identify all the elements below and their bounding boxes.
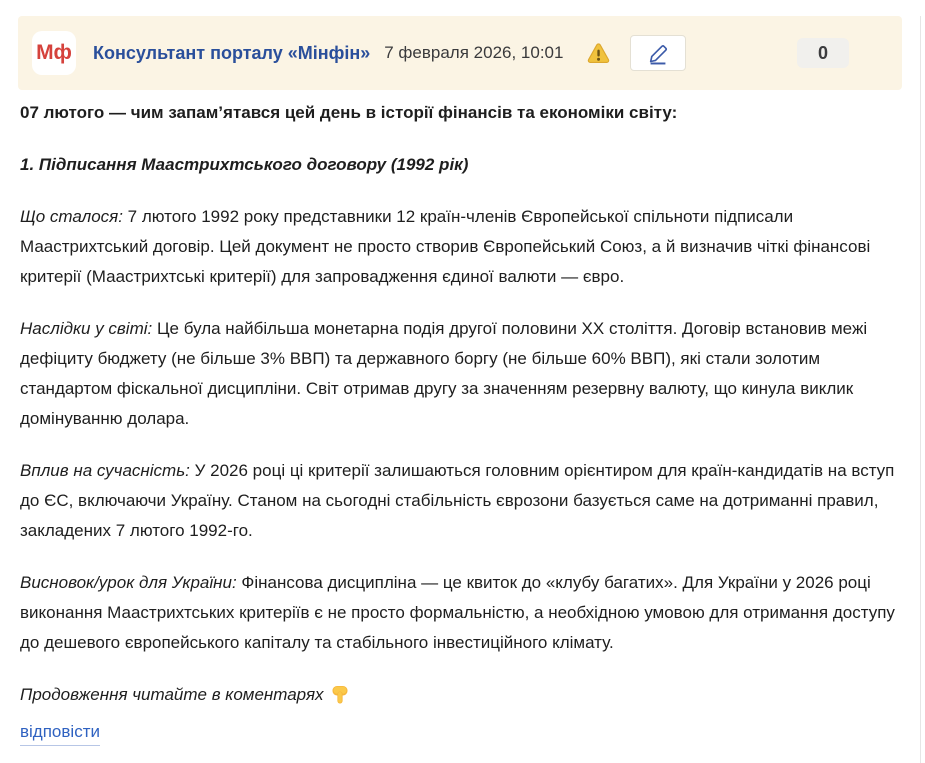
comment-header: [18, 16, 902, 90]
comment-card: [0, 16, 925, 747]
username-link[interactable]: Консультант порталу «Мінфін»: [93, 42, 371, 63]
paragraph-lead: Вплив на сучасність:: [20, 461, 195, 480]
paragraph: Висновок/урок для України: Фінансова дисципліна — це квиток до «клубу багатих». Для України у 2026 році виконання Маастрихтських критеріїв є не просто формальністю, а необхідною умовою для отримання доступу до дешевого європейського капіталу та стабільного інвестиційного клімату.: [20, 573, 895, 652]
post-body: [20, 98, 907, 747]
avatar[interactable]: Мф: [32, 31, 76, 75]
paragraph-lead: Висновок/урок для України:: [20, 573, 242, 592]
footer-note: [20, 680, 907, 714]
edit-button[interactable]: [630, 35, 686, 71]
paragraph: Наслідки у світі: Це була найбільша монетарна подія другої половини ХХ століття. Договір встановив межі дефіциту бюджету (не більше 3% ВВП) та державного боргу (не більше 60% ВВП), які стали золотим стандартом фіскальної дисципліни. Світ отримав другу за значенням резервну валюту, що кинула виклик домінуванню долара.: [20, 319, 868, 428]
post-title: 07 лютого — чим запам’ятався цей день в історії фінансів та економіки світу:: [20, 103, 678, 122]
rating-badge: 0: [797, 38, 849, 68]
page-right-border: [920, 16, 921, 763]
edit-pencil-icon: [646, 41, 670, 65]
paragraph: Вплив на сучасність: У 2026 році ці критерії залишаються головним орієнтиром для країн-кандидатів на вступ до ЄС, включаючи Україну. Станом на сьогодні стабільність єврозони базується саме на дотриманні правил, закладених 7 лютого 1992-го.: [20, 461, 895, 540]
warning-icon[interactable]: [587, 43, 610, 64]
post-section-heading: 1. Підписання Маастрихтського договору (1992 рік): [20, 155, 469, 174]
paragraph: Що сталося: 7 лютого 1992 року представники 12 країн-членів Європейської спільноти підписали Маастрихтський договір. Цей документ не просто створив Європейський Союз, а й визначив чіткі фінансові критерії (Маастрихтські критерії) для запровадження єдиної валюти — євро.: [20, 207, 871, 286]
pointing-down-emoji: [330, 684, 350, 714]
footer-note-text: Продовження читайте в коментарях: [20, 685, 324, 704]
paragraph-lead: Що сталося:: [20, 207, 128, 226]
post-paragraphs: [20, 202, 907, 658]
reply-link[interactable]: відповісти: [20, 720, 100, 746]
paragraph-lead: Наслідки у світі:: [20, 319, 157, 338]
comment-timestamp: 7 февраля 2026, 10:01: [384, 43, 564, 62]
